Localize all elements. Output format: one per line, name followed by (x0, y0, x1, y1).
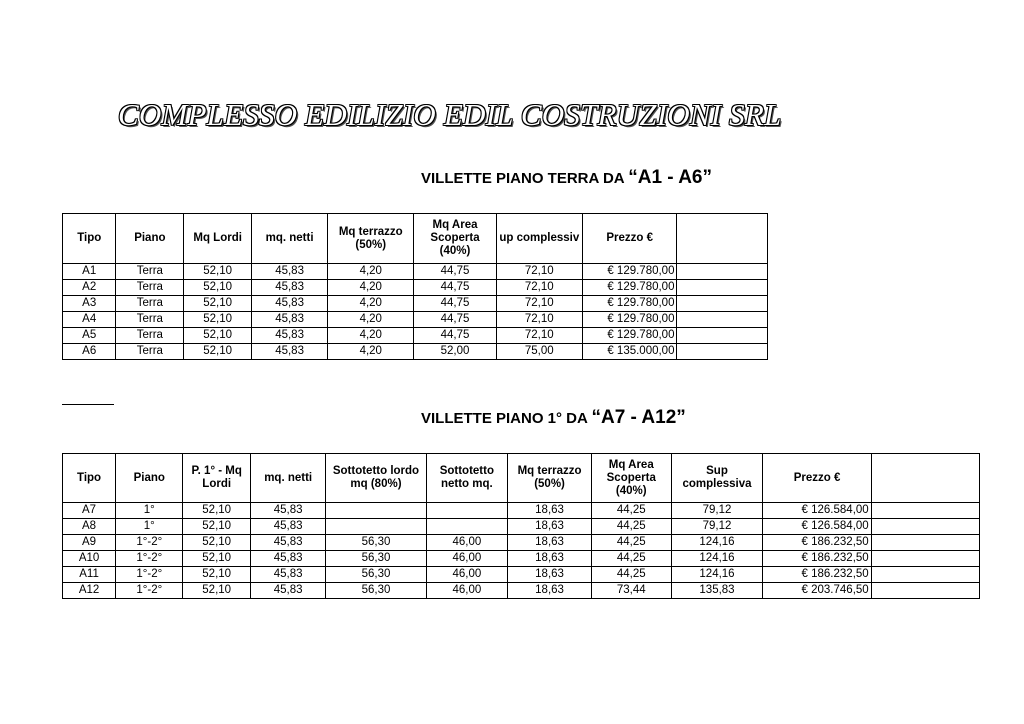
empty-column-header (871, 454, 979, 503)
table-cell: A7 (63, 503, 116, 519)
table-cell: 52,10 (183, 503, 250, 519)
table-cell: 44,75 (414, 296, 496, 312)
empty-column-header (677, 214, 768, 264)
table-cell: € 186.232,50 (763, 551, 871, 567)
table-cell: 52,10 (183, 551, 250, 567)
table-cell: 52,10 (183, 535, 250, 551)
table-row (63, 264, 768, 280)
table-cell: 46,00 (426, 535, 508, 551)
table-cell: Terra (116, 344, 184, 360)
table-cell: 44,75 (414, 328, 496, 344)
table-cell: A9 (63, 535, 116, 551)
first-floor-table (62, 453, 980, 599)
table-cell: 45,83 (252, 344, 328, 360)
table-cell: € 129.780,00 (582, 264, 677, 280)
section-heading-ground-floor (421, 167, 712, 189)
table-row (63, 344, 768, 360)
empty-cell (871, 535, 979, 551)
table-cell: 4,20 (328, 280, 414, 296)
table-cell: Terra (116, 264, 184, 280)
empty-cell (871, 503, 979, 519)
table-cell: 124,16 (671, 551, 763, 567)
table-cell: 45,83 (250, 583, 326, 599)
table-cell: 44,75 (414, 280, 496, 296)
table-cell: 44,25 (591, 567, 671, 583)
table-cell: 56,30 (326, 535, 426, 551)
table-cell: € 129.780,00 (582, 280, 677, 296)
table-row (63, 535, 980, 551)
table-cell: 1°-2° (116, 567, 183, 583)
table-cell: 44,25 (591, 551, 671, 567)
table-cell: Terra (116, 296, 184, 312)
table-cell: 124,16 (671, 535, 763, 551)
table-cell: 52,10 (184, 328, 252, 344)
table-cell: 79,12 (671, 519, 763, 535)
empty-cell (677, 280, 768, 296)
column-header: Mq Area Scoperta (40%) (414, 214, 496, 264)
empty-cell (677, 296, 768, 312)
table-cell: 1° (116, 519, 183, 535)
table-cell: 72,10 (496, 312, 582, 328)
table-cell: 45,83 (250, 551, 326, 567)
table-cell: 45,83 (250, 503, 326, 519)
empty-cell (677, 312, 768, 328)
table-cell: 79,12 (671, 503, 763, 519)
table-cell: Terra (116, 280, 184, 296)
table-cell: 18,63 (508, 503, 592, 519)
table-cell: 52,10 (183, 519, 250, 535)
table-cell: 4,20 (328, 344, 414, 360)
table-cell: 52,10 (183, 567, 250, 583)
table-cell: 124,16 (671, 567, 763, 583)
column-header: Mq Area Scoperta (40%) (591, 454, 671, 503)
table-cell: 52,10 (184, 344, 252, 360)
table-cell: € 186.232,50 (763, 567, 871, 583)
table-cell: 45,83 (250, 519, 326, 535)
table-cell: € 129.780,00 (582, 312, 677, 328)
column-header: Mq Lordi (184, 214, 252, 264)
empty-cell (871, 583, 979, 599)
table-cell: 56,30 (326, 583, 426, 599)
table-cell: 18,63 (508, 551, 592, 567)
table-cell: 46,00 (426, 567, 508, 583)
column-header: P. 1° - Mq Lordi (183, 454, 250, 503)
table-cell: A4 (63, 312, 116, 328)
table-cell: A11 (63, 567, 116, 583)
table-cell: 4,20 (328, 264, 414, 280)
table-cell: 44,25 (591, 519, 671, 535)
table-cell: 72,10 (496, 280, 582, 296)
table-cell: € 129.780,00 (582, 296, 677, 312)
table-cell: Terra (116, 312, 184, 328)
section-heading-range: “A1 - A6” (628, 167, 712, 188)
table-cell: 52,10 (184, 280, 252, 296)
table-cell: 45,83 (252, 280, 328, 296)
column-header: Tipo (63, 214, 116, 264)
section-heading-first-floor (421, 407, 686, 429)
table-row (63, 312, 768, 328)
table-cell (426, 503, 508, 519)
empty-cell (871, 551, 979, 567)
table-cell: 135,83 (671, 583, 763, 599)
table-header-row (63, 454, 980, 503)
table-cell: 44,25 (591, 503, 671, 519)
table-row (63, 296, 768, 312)
table-cell: 46,00 (426, 583, 508, 599)
table-cell (326, 519, 426, 535)
table-cell: 72,10 (496, 264, 582, 280)
table-header-row (63, 214, 768, 264)
table-cell: 45,83 (252, 264, 328, 280)
table-cell: A2 (63, 280, 116, 296)
column-header: Sup complessiva (671, 454, 763, 503)
table-cell: 44,75 (414, 312, 496, 328)
table-cell: 46,00 (426, 551, 508, 567)
table-cell: A3 (63, 296, 116, 312)
table-cell (326, 503, 426, 519)
table-cell: 4,20 (328, 328, 414, 344)
table-cell: 4,20 (328, 296, 414, 312)
column-header: Sottotetto lordo mq (80%) (326, 454, 426, 503)
table-cell: A10 (63, 551, 116, 567)
column-header: Tipo (63, 454, 116, 503)
column-header: up complessiv (496, 214, 582, 264)
table-cell: A5 (63, 328, 116, 344)
table-cell: 18,63 (508, 519, 592, 535)
empty-cell (871, 519, 979, 535)
table-cell: 52,10 (184, 312, 252, 328)
column-header: Mq terrazzo (50%) (508, 454, 592, 503)
column-header: Piano (116, 214, 184, 264)
table-row (63, 583, 980, 599)
table-cell: 1°-2° (116, 535, 183, 551)
table-cell: 52,10 (184, 264, 252, 280)
table-cell (426, 519, 508, 535)
table-cell: 73,44 (591, 583, 671, 599)
column-header: Prezzo € (582, 214, 677, 264)
empty-cell (677, 344, 768, 360)
ground-floor-table (62, 213, 768, 360)
table-cell: 52,00 (414, 344, 496, 360)
section-heading-range: “A7 - A12” (591, 407, 686, 428)
table-cell: A12 (63, 583, 116, 599)
table-row (63, 503, 980, 519)
table-row (63, 551, 980, 567)
table-cell: € 135.000,00 (582, 344, 677, 360)
table-cell: 18,63 (508, 583, 592, 599)
table-cell: 1°-2° (116, 551, 183, 567)
table-cell: 45,83 (252, 296, 328, 312)
table-cell: A1 (63, 264, 116, 280)
empty-cell (677, 264, 768, 280)
table-cell: 72,10 (496, 296, 582, 312)
empty-cell (677, 328, 768, 344)
table-cell: 18,63 (508, 567, 592, 583)
table-cell: 1° (116, 503, 183, 519)
column-header: Prezzo € (763, 454, 871, 503)
column-header: Sottotetto netto mq. (426, 454, 508, 503)
table-cell: 4,20 (328, 312, 414, 328)
table-cell: A6 (63, 344, 116, 360)
column-header: mq. netti (252, 214, 328, 264)
table-cell: A8 (63, 519, 116, 535)
table-cell: 45,83 (252, 328, 328, 344)
empty-cell (871, 567, 979, 583)
column-header: Piano (116, 454, 183, 503)
table-cell: 45,83 (250, 567, 326, 583)
table-cell: 75,00 (496, 344, 582, 360)
column-header: Mq terrazzo (50%) (328, 214, 414, 264)
table-cell: € 186.232,50 (763, 535, 871, 551)
table-cell: 56,30 (326, 567, 426, 583)
table-cell: 52,10 (184, 296, 252, 312)
table-cell: 44,75 (414, 264, 496, 280)
table-cell: 44,25 (591, 535, 671, 551)
table-row (63, 280, 768, 296)
table-cell: € 129.780,00 (582, 328, 677, 344)
table-cell: Terra (116, 328, 184, 344)
document-title: COMPLESSO EDILIZIO EDIL COSTRUZIONI SRL (118, 97, 782, 132)
table-cell: 56,30 (326, 551, 426, 567)
column-header: mq. netti (250, 454, 326, 503)
table-cell: 45,83 (250, 535, 326, 551)
table-cell: 72,10 (496, 328, 582, 344)
table-cell: € 126.584,00 (763, 503, 871, 519)
table-cell: € 203.746,50 (763, 583, 871, 599)
section-heading-prefix: VILLETTE PIANO TERRA DA (421, 170, 625, 187)
table-row (63, 567, 980, 583)
table-cell: 45,83 (252, 312, 328, 328)
table-cell: 52,10 (183, 583, 250, 599)
divider-line (62, 404, 114, 405)
table-cell: 18,63 (508, 535, 592, 551)
section-heading-prefix: VILLETTE PIANO 1° DA (421, 410, 588, 427)
table-row (63, 519, 980, 535)
table-row (63, 328, 768, 344)
table-cell: 1°-2° (116, 583, 183, 599)
table-cell: € 126.584,00 (763, 519, 871, 535)
